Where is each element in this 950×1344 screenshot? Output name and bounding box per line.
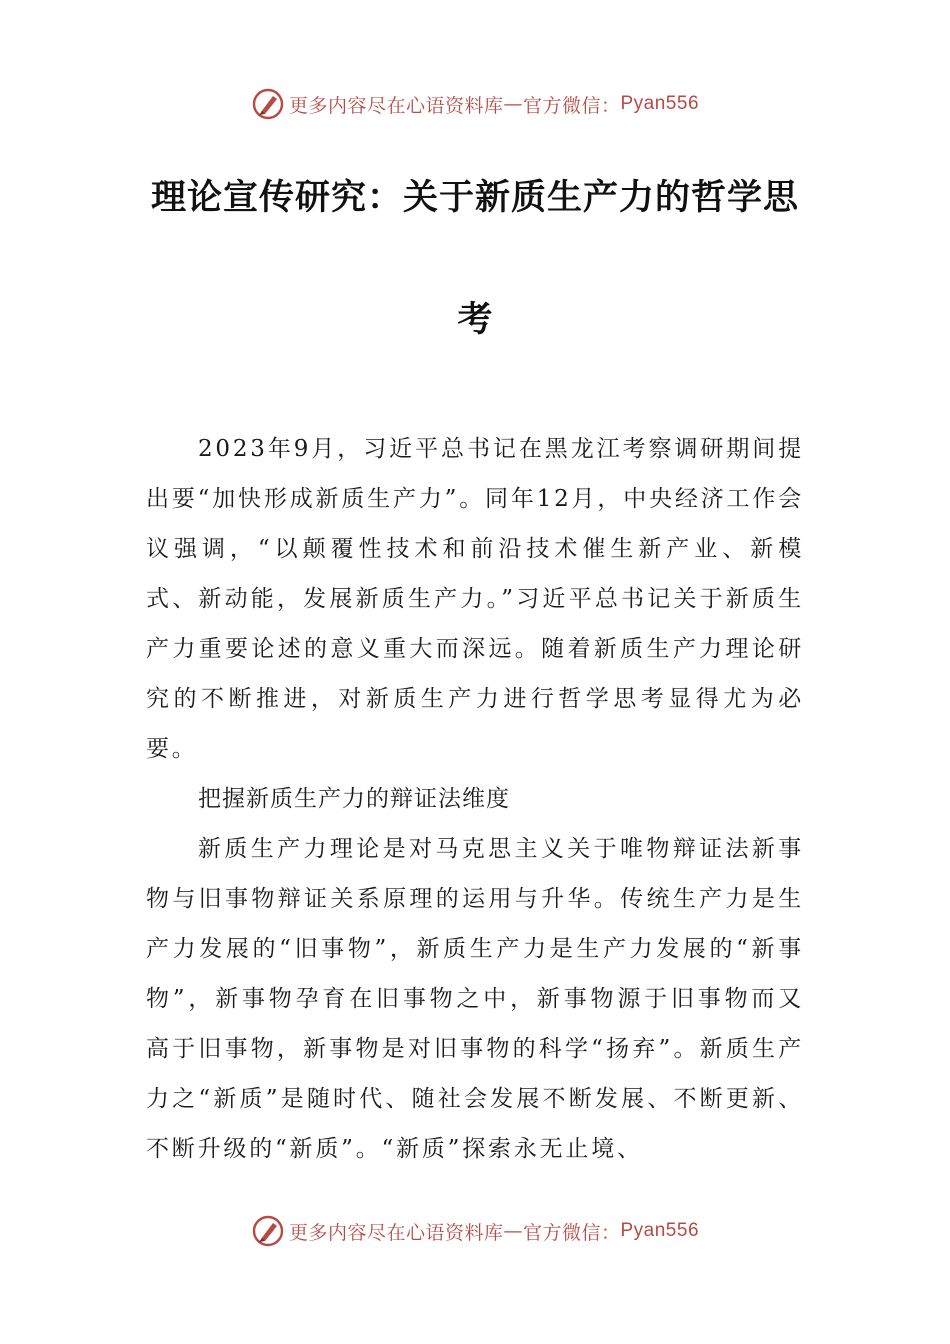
paragraph-intro: 2023年9月，习近平总书记在黑龙江考察调研期间提出要“加快形成新质生产力”。同年12月，中央经济工作会议强调，“以颠覆性技术和前沿技术催生新产业、新模式、新动能，发展新质生产力。”习近平总书记关于新质生产力重要论述的意义重大而深远。随着新质生产力理论研究的不断推进，对新质生产力进行哲学思考显得尤为必要。 [146,436,804,762]
watermark-separator: — [503,1220,523,1242]
watermark-label: 官方微信： [522,94,621,117]
watermark-label: 官方微信： [522,1221,621,1244]
pen-logo-icon [251,87,285,121]
watermark-footer [0,1211,950,1251]
paragraph-dialectics: 新质生产力理论是对马克思主义关于唯物辩证法新事物与旧事物辩证关系原理的运用与升华。传统生产力是生产力发展的“旧事物”，新质生产力是生产力发展的“新事物”，新事物孕育在旧事物之中，新事物源于旧事物而又高于旧事物，新事物是对旧事物的科学“扬弃”。新质生产力之“新质”是随时代、随社会发展不断发展、不断更新、不断升级的“新质”。“新质”探索永无止境、 [146,836,804,1162]
document-body [146,424,804,1174]
document-title-line-2: 考 [457,299,493,340]
watermark-brand: 更多内容尽在心语资料库 [288,1221,504,1244]
pen-logo-icon [251,1214,285,1248]
watermark-separator: — [503,93,523,115]
watermark-header [0,84,950,124]
watermark-handle: Pyan556 [620,1220,700,1241]
watermark-handle: Pyan556 [620,93,700,114]
document-title-line-1: 理论宣传研究：关于新质生产力的哲学思 [150,177,799,218]
section-heading: 把握新质生产力的辩证法维度 [198,786,510,812]
watermark-brand: 更多内容尽在心语资料库 [288,94,504,117]
